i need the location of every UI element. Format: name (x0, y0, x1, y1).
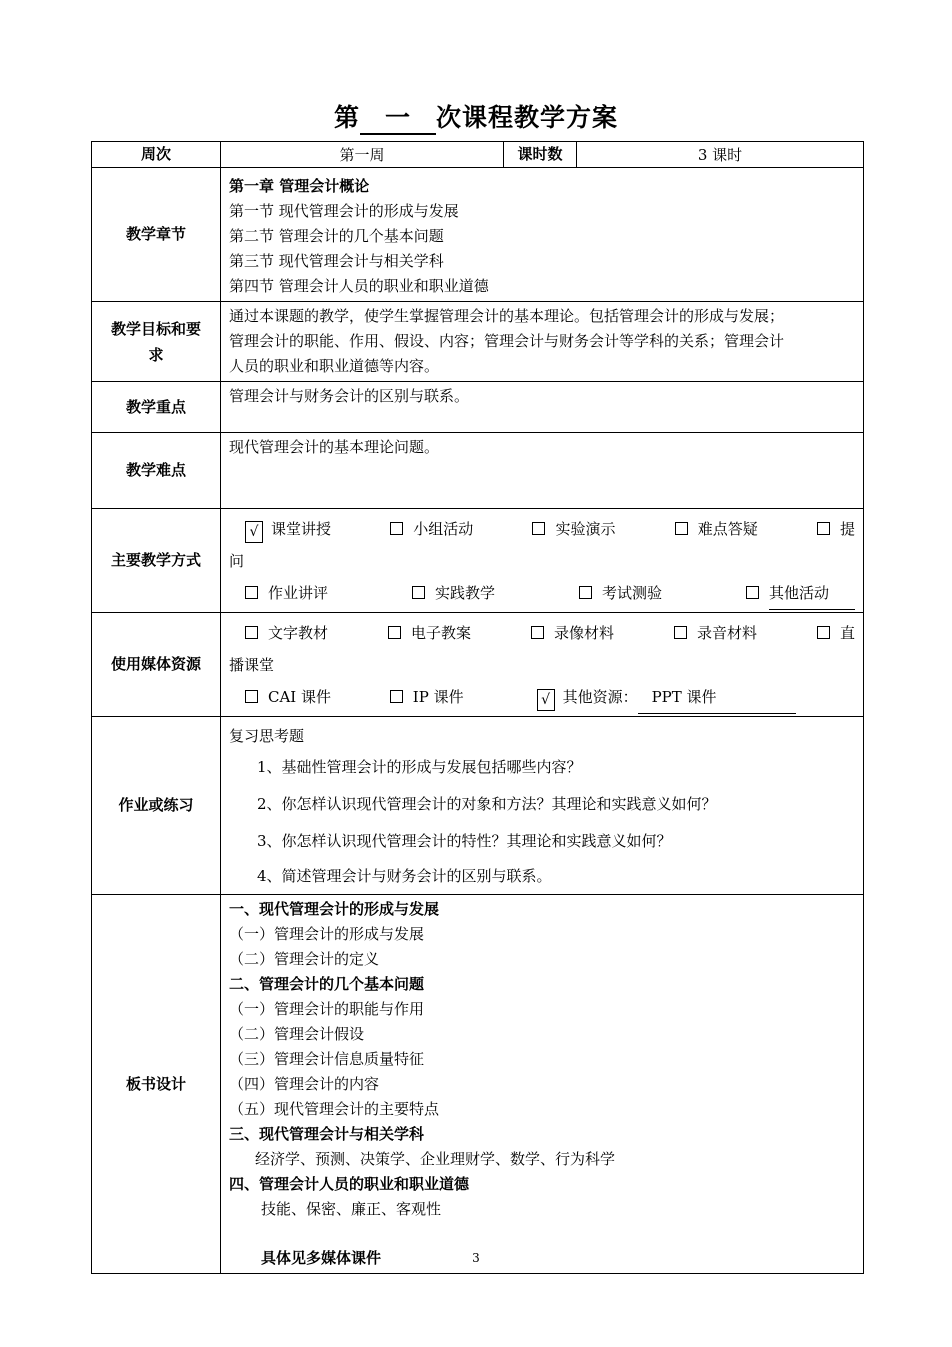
checkbox-icon[interactable] (412, 586, 425, 599)
hours-value: 3 课时 (577, 142, 864, 168)
chapter-title: 第一章 管理会计概论 (229, 177, 370, 195)
checkbox-icon[interactable] (245, 690, 258, 703)
board-content (221, 895, 864, 1274)
method-homework-review[interactable]: 作业讲评 (245, 577, 328, 610)
title-prefix: 第 (333, 103, 360, 132)
page-title (0, 98, 952, 135)
checkbox-icon[interactable] (532, 522, 545, 535)
homework-label: 作业或练习 (92, 717, 221, 895)
goals-line-1: 通过本课题的教学，使学生掌握管理会计的基本理论。包括管理会计的形成与发展； (229, 307, 785, 325)
media-other-value: PPT 课件 (638, 681, 796, 714)
board-footer: 具体见多媒体课件 (261, 1249, 382, 1267)
checked-box-icon[interactable]: √ (537, 689, 555, 711)
difficulties-row (92, 433, 864, 509)
chapter-label: 教学章节 (92, 168, 221, 302)
checkbox-icon[interactable] (388, 626, 401, 639)
goals-line-3: 人员的职业和职业道德等内容。 (229, 357, 440, 375)
checkbox-icon[interactable] (531, 626, 544, 639)
method-experiment[interactable]: 实验演示 (532, 513, 615, 545)
lesson-plan-table (91, 141, 864, 1274)
media-video[interactable]: 录像材料 (531, 617, 614, 649)
difficulties-text: 现代管理会计的基本理论问题。 (221, 433, 864, 509)
homework-content (221, 717, 864, 895)
method-lecture[interactable]: √ 课堂讲授 (245, 513, 331, 545)
methods-row (92, 509, 864, 613)
key-points-label: 教学重点 (92, 382, 221, 433)
media-content (221, 613, 864, 717)
checked-box-icon[interactable]: √ (245, 521, 263, 543)
media-label: 使用媒体资源 (92, 613, 221, 717)
media-ip[interactable]: IP 课件 (390, 681, 532, 713)
media-textbook[interactable]: 文字教材 (245, 617, 328, 649)
method-exam[interactable]: 考试测验 (579, 577, 662, 610)
checkbox-icon[interactable] (579, 586, 592, 599)
methods-label: 主要教学方式 (92, 509, 221, 613)
key-points-row (92, 382, 864, 433)
goals-line-2: 管理会计的职能、作用、假设、内容；管理会计与财务会计等学科的关系；管理会计 (229, 332, 785, 350)
question-4: 4、简述管理会计与财务会计的区别与联系。 (257, 867, 552, 885)
page-number: 3 (472, 1251, 480, 1265)
checkbox-icon[interactable] (817, 522, 830, 535)
question-2: 2、你怎样认识现代管理会计的对象和方法？其理论和实践意义如何？ (257, 795, 717, 813)
media-other[interactable]: √ 其他资源： PPT 课件 (537, 688, 796, 706)
checkbox-icon[interactable] (245, 626, 258, 639)
key-points-text: 管理会计与财务会计的区别与联系。 (221, 382, 864, 433)
method-qa[interactable]: 难点答疑 (675, 513, 758, 545)
title-suffix: 次课程教学方案 (436, 103, 619, 132)
hours-label: 课时数 (504, 142, 577, 168)
checkbox-icon[interactable] (245, 586, 258, 599)
board-label: 板书设计 (92, 895, 221, 1274)
goals-row (92, 302, 864, 382)
media-row (92, 613, 864, 717)
board-heading-4: 四、管理会计人员的职业和职业道德 (229, 1175, 470, 1193)
board-item: （一）管理会计的职能与作用 (229, 1000, 425, 1018)
board-item: （四）管理会计的内容 (229, 1075, 380, 1093)
board-heading-1: 一、现代管理会计的形成与发展 (229, 900, 440, 918)
board-item: （二）管理会计的定义 (229, 950, 380, 968)
media-audio[interactable]: 录音材料 (674, 617, 757, 649)
goals-content (221, 302, 864, 382)
method-question[interactable]: 提 (817, 513, 855, 545)
board-text-4: 技能、保密、廉正、客观性 (261, 1200, 442, 1218)
method-group[interactable]: 小组活动 (390, 513, 473, 545)
method-practice[interactable]: 实践教学 (412, 577, 495, 610)
question-3: 3、你怎样认识现代管理会计的特性？其理论和实践意义如何？ (257, 832, 672, 850)
section-3: 第三节 现代管理会计与相关学科 (229, 252, 444, 270)
methods-content (221, 509, 864, 613)
media-live[interactable]: 直 (817, 617, 855, 649)
method-question-wrap: 问 (229, 552, 245, 570)
title-number: 一 (360, 103, 436, 135)
chapter-content (221, 168, 864, 302)
board-heading-2: 二、管理会计的几个基本问题 (229, 975, 425, 993)
board-heading-3: 三、现代管理会计与相关学科 (229, 1125, 425, 1143)
board-item: （五）现代管理会计的主要特点 (229, 1100, 440, 1118)
checkbox-icon[interactable] (746, 586, 759, 599)
media-e-plan[interactable]: 电子教案 (388, 617, 471, 649)
board-row (92, 895, 864, 1274)
homework-heading: 复习思考题 (229, 727, 305, 745)
board-item: （二）管理会计假设 (229, 1025, 365, 1043)
media-cai[interactable]: CAI 课件 (245, 681, 385, 713)
media-live-wrap: 播课堂 (229, 656, 275, 674)
section-2: 第二节 管理会计的几个基本问题 (229, 227, 444, 245)
checkbox-icon[interactable] (674, 626, 687, 639)
section-4: 第四节 管理会计人员的职业和职业道德 (229, 277, 489, 295)
method-other[interactable]: 其他活动 (746, 577, 855, 610)
checkbox-icon[interactable] (817, 626, 830, 639)
difficulties-label: 教学难点 (92, 433, 221, 509)
goals-label: 教学目标和要 求 (92, 302, 221, 382)
week-label: 周次 (92, 142, 221, 168)
board-item: （一）管理会计的形成与发展 (229, 925, 425, 943)
checkbox-icon[interactable] (390, 690, 403, 703)
checkbox-icon[interactable] (390, 522, 403, 535)
checkbox-icon[interactable] (675, 522, 688, 535)
question-1: 1、基础性管理会计的形成与发展包括哪些内容？ (257, 758, 582, 776)
week-row (92, 142, 864, 168)
homework-row (92, 717, 864, 895)
board-text-3: 经济学、预测、决策学、企业理财学、数学、行为科学 (255, 1150, 616, 1168)
board-item: （三）管理会计信息质量特征 (229, 1050, 425, 1068)
week-value: 第一周 (221, 142, 504, 168)
chapter-row (92, 168, 864, 302)
section-1: 第一节 现代管理会计的形成与发展 (229, 202, 459, 220)
